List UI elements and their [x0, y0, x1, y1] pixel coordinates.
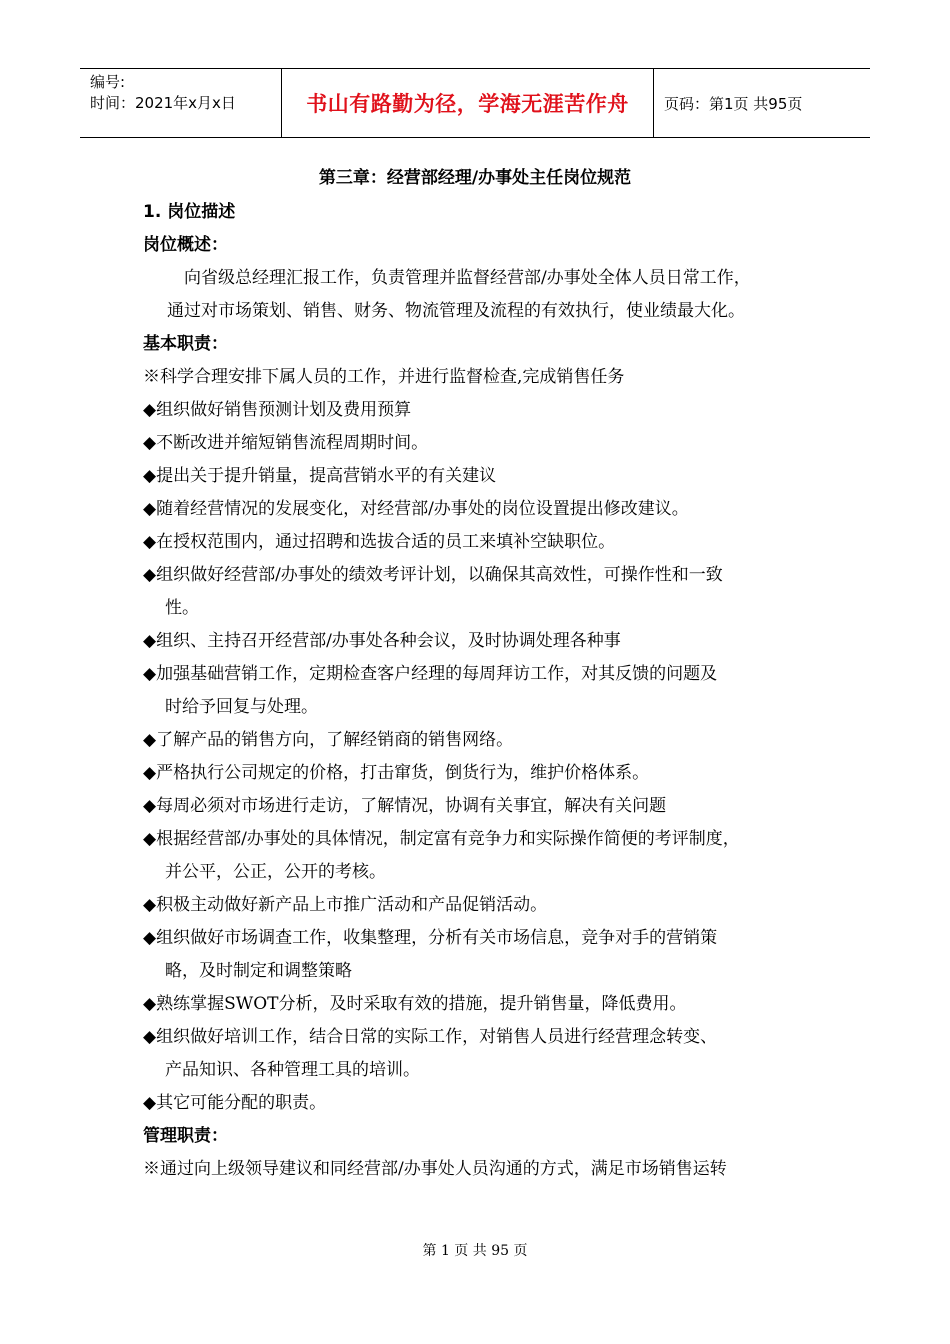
duty-line-continued: 并公平，公正，公开的考核。	[165, 862, 386, 882]
header-meta	[80, 69, 282, 137]
list-item	[143, 493, 833, 526]
header-page-info: 页码：第1页 共95页	[664, 94, 803, 113]
duty-line: ◆不断改进并缩短销售流程周期时间。	[143, 433, 429, 453]
page-footer: 第 1 页 共 95 页	[422, 1243, 528, 1259]
overview-line: 向省级总经理汇报工作，负责管理并监督经营部/办事处全体人员日常工作，	[184, 268, 751, 288]
mgmt-duty-line: ※通过向上级领导建议和同经营部/办事处人员沟通的方式，满足市场销售运转	[143, 1159, 727, 1179]
chapter-title: 第三章：经营部经理/办事处主任岗位规范	[318, 168, 632, 188]
duty-line: ◆积极主动做好新产品上市推广活动和产品促销活动。	[143, 895, 548, 915]
duty-line-continued: 略，及时制定和调整策略	[165, 961, 352, 981]
duty-line: ◆熟练掌握SWOT分析，及时采取有效的措施，提升销售量，降低费用。	[143, 994, 687, 1014]
duty-line: ◆严格执行公司规定的价格，打击窜货，倒货行为，维护价格体系。	[143, 763, 650, 783]
list-item	[143, 559, 833, 625]
duty-line: ◆组织、主持召开经营部/办事处各种会议，及时协调处理各种事	[143, 631, 621, 651]
duty-line-continued: 时给予回复与处理。	[165, 697, 318, 717]
list-item	[143, 757, 833, 790]
overview-line: 通过对市场策划、销售、财务、物流管理及流程的有效执行，使业绩最大化。	[167, 301, 745, 321]
time-label: 时间：2021年x月x日	[90, 94, 236, 112]
list-item	[143, 1087, 833, 1120]
list-item	[143, 922, 833, 988]
list-item	[143, 889, 833, 922]
duty-line: ◆随着经营情况的发展变化，对经营部/办事处的岗位设置提出修改建议。	[143, 499, 689, 519]
list-item	[143, 361, 833, 394]
list-item	[143, 823, 833, 889]
section-heading: 1. 岗位描述	[143, 202, 236, 222]
list-item	[143, 526, 833, 559]
list-item	[143, 658, 833, 724]
duty-line: ◆加强基础营销工作，定期检查客户经理的每周拜访工作，对其反馈的问题及	[143, 664, 718, 684]
duty-line-continued: 性。	[165, 598, 199, 618]
basic-duties-label: 基本职责：	[143, 334, 228, 354]
duty-line: ◆提出关于提升销量，提高营销水平的有关建议	[143, 466, 497, 486]
duty-line: ◆每周必须对市场进行走访，了解情况，协调有关事宜，解决有关问题	[143, 796, 667, 816]
overview-label: 岗位概述：	[143, 235, 228, 255]
list-item	[143, 988, 833, 1021]
list-item	[143, 460, 833, 493]
overview-paragraph	[143, 262, 833, 328]
duty-line: ◆组织做好培训工作，结合日常的实际工作，对销售人员进行经营理念转变、	[143, 1027, 718, 1047]
document-body	[143, 160, 833, 1186]
duty-line: ◆其它可能分配的职责。	[143, 1093, 327, 1113]
duty-line: ◆组织做好市场调查工作，收集整理，分析有关市场信息，竞争对手的营销策	[143, 928, 718, 948]
list-item	[143, 1021, 833, 1087]
mgmt-duties-label: 管理职责：	[143, 1126, 228, 1146]
basic-duties-list	[143, 361, 833, 1120]
list-item	[143, 394, 833, 427]
list-item	[143, 790, 833, 823]
list-item	[143, 427, 833, 460]
duty-line: ◆根据经营部/办事处的具体情况，制定富有竞争力和实际操作简便的考评制度，	[143, 829, 740, 849]
list-item	[143, 724, 833, 757]
list-item	[143, 625, 833, 658]
duty-line-continued: 产品知识、各种管理工具的培训。	[165, 1060, 420, 1080]
number-label: 编号:	[90, 73, 126, 91]
duty-line: ◆组织做好销售预测计划及费用预算	[143, 400, 412, 420]
duty-line: ◆在授权范围内，通过招聘和选拔合适的员工来填补空缺职位。	[143, 532, 616, 552]
duty-line: ◆了解产品的销售方向，了解经销商的销售网络。	[143, 730, 514, 750]
duty-line: ◆组织做好经营部/办事处的绩效考评计划，以确保其高效性，可操作性和一致	[143, 565, 723, 585]
document-header	[80, 68, 870, 138]
header-motto: 书山有路勤为径，学海无涯苦作舟	[282, 69, 654, 137]
duty-line: ※科学合理安排下属人员的工作，并进行监督检查,完成销售任务	[143, 367, 625, 387]
